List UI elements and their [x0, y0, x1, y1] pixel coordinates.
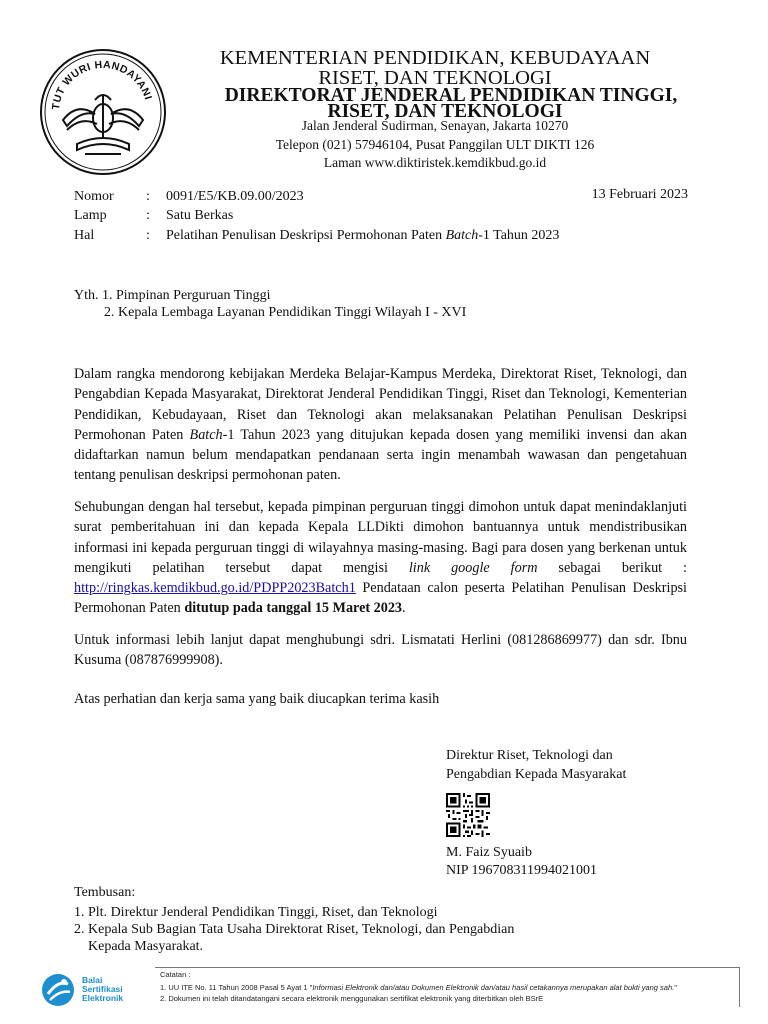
recipient-line-2: 2. Kepala Lembaga Layanan Pendidikan Tinggi Wilayah I - XVI	[104, 305, 467, 320]
signer-title-line-1: Direktur Riset, Teknologi dan	[446, 748, 613, 763]
recipient-line-1: Yth. 1. Pimpinan Perguruan Tinggi	[74, 288, 271, 303]
tembusan-item-2-line-2: Kepada Masyarakat.	[88, 939, 204, 954]
colon: :	[146, 208, 150, 223]
nomor-label: Nomor	[74, 189, 114, 204]
colon: :	[146, 189, 150, 204]
directorate-line-1: DIREKTORAT JENDERAL PENDIDIKAN TINGGI,	[224, 85, 678, 106]
tut-wuri-handayani-logo	[37, 46, 169, 178]
hal-row	[74, 227, 559, 245]
body-paragraph-4: Atas perhatian dan kerja sama yang baik diucapkan terima kasih	[74, 691, 440, 707]
qr-code	[446, 793, 490, 837]
catatan-box-border	[739, 967, 740, 1007]
ministry-line-2: RISET, DAN TEKNOLOGI	[318, 67, 552, 89]
letterhead-address: Jalan Jenderal Sudirman, Senayan, Jakarta 10270	[301, 118, 569, 133]
tembusan-heading: Tembusan:	[74, 885, 136, 900]
lamp-row	[74, 207, 233, 225]
signer-title-line-2: Pengabdian Kepada Masyarakat	[446, 767, 627, 782]
google-form-link[interactable]: http://ringkas.kemdikbud.go.id/PDPP2023Batch1	[74, 580, 356, 597]
body-paragraph-1: Dalam rangka mendorong kebijakan Merdeka Belajar-Kampus Merdeka, Direktorat Riset, Teknologi, dan Pengabdian Kepada Masyarakat, Direktorat Jenderal Pendidikan Tinggi, Riset dan Teknologi, Kementerian Pendidikan, Kebudayaan, Riset dan Teknologi akan melaksanakan Pelatihan Penulisan Deskripsi Permohonan Paten Batch-1 Tahun 2023 yang ditujukan kepada dosen yang memiliki invensi dan akan didaftarkan namun belum mendapatkan pendanaan serta ingin menambah wawasan dan pengetahuan tentang penulisan deskripsi permohonan paten.	[74, 366, 687, 484]
svg-text:TUT WURI HANDAYANI: TUT WURI HANDAYANI	[49, 58, 155, 111]
colon: :	[146, 228, 150, 243]
lamp-label: Lamp	[74, 208, 107, 223]
hal-label: Hal	[74, 228, 95, 243]
directorate-line-2: RISET, DAN TEKNOLOGI	[327, 101, 563, 122]
hal-value: Pelatihan Penulisan Deskripsi Permohonan Paten Batch-1 Tahun 2023	[166, 228, 560, 243]
catatan-label: Catatan :	[160, 970, 191, 979]
nomor-value: 0091/E5/KB.09.00/2023	[166, 189, 304, 204]
signer-name: M. Faiz Syuaib	[446, 845, 532, 860]
nomor-row	[74, 188, 304, 206]
catatan-note-1: 1. UU ITE No. 11 Tahun 2008 Pasal 5 Ayat 1 "Informasi Elektronik dan/atau Dokumen Elektronik dan/atau hasil cetakannya merupakan alat bukti yang sah."	[160, 983, 677, 992]
lamp-value: Satu Berkas	[166, 208, 234, 223]
letter-date: 13 Februari 2023	[591, 187, 688, 202]
ministry-line-1: KEMENTERIAN PENDIDIKAN, KEBUDAYAAN	[219, 47, 651, 69]
letterhead-website: Laman www.diktiristek.kemdikbud.go.id	[323, 155, 547, 170]
tembusan-item-1: 1. Plt. Direktur Jenderal Pendidikan Tinggi, Riset, dan Teknologi	[74, 905, 438, 920]
body-paragraph-2: Sehubungan dengan hal tersebut, kepada pimpinan perguruan tinggi dimohon untuk dapat menindaklanjuti surat pemberitahuan ini dan kepada Kepala LLDikti dimohon bantuannya untuk mendistribusikan informasi ini kepada perguruan tinggi di wilayahnya masing-masing. Bagi para dosen yang berkenan untuk mengikuti pelatihan tersebut dapat mengisi link google form sebagai berikut : http://ringkas.kemdikbud.go.id/PDPP2023Batch1 Pendataan calon peserta Pelatihan Penulisan Deskripsi Permohonan Paten ditutup pada tanggal 15 Maret 2023.	[74, 499, 687, 617]
body-paragraph-3: Untuk informasi lebih lanjut dapat menghubungi sdri. Lismatati Herlini (081286869977) dan sdr. Ibnu Kusuma (087876999908).	[74, 632, 687, 669]
bsre-label: Balai Sertifikasi Elektronik	[82, 975, 124, 1003]
letterhead-phone: Telepon (021) 57946104, Pusat Panggilan ULT DIKTI 126	[275, 137, 595, 152]
signer-nip: NIP 196708311994021001	[446, 863, 598, 878]
catatan-note-2: 2. Dokumen ini telah ditandatangani secara elektronik menggunakan sertifikat elektronik yang diterbitkan oleh BSrE	[160, 994, 544, 1003]
tembusan-item-2-line-1: 2. Kepala Sub Bagian Tata Usaha Direktorat Riset, Teknologi, dan Pengabdian	[74, 922, 515, 937]
